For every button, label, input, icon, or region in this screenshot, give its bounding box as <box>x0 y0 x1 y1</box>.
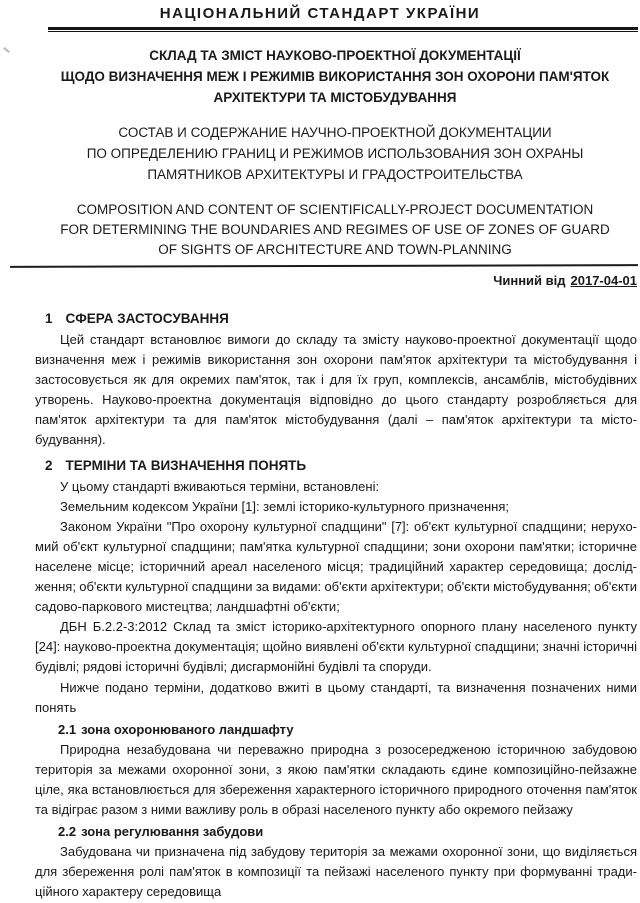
text-line: садово-паркового мистецтва; ландшафтні об'єкти; <box>35 599 340 615</box>
text-line: для збереження ролі пам'яток в композиції та пейзажі населеного пункту при формуванні тради- <box>35 864 637 880</box>
effective-date-value: 2017-04-01 <box>570 273 637 288</box>
text-line: ціле, яка встановлюється для збереження характерного історичного природного оточення пам'яток <box>35 781 637 797</box>
text-line: Нижче подано терміни, додатково вжиті в цьому стандарті, та визначення позначених ними <box>60 679 637 695</box>
text-line: СОСТАВ И СОДЕРЖАНИЕ НАУЧНО-ПРОЕКТНОЙ ДОКУМЕНТАЦИИ <box>118 125 552 140</box>
subsection-2-1-number: 2.1 <box>58 721 77 737</box>
title-english <box>33 200 637 260</box>
text-line: пам'яток архітектури та для пам'яток містобудування (далі – пам'яток архітектури та місто- <box>35 412 637 428</box>
section-2-paragraph-land-code <box>35 497 637 517</box>
text-line: Цей стандарт встановлює вимоги до складу та змісту науково-проектної документації щодо <box>60 332 637 347</box>
text-line: утворень. Науково-проектна документація відповідно до цього стандарту розробляється для <box>35 392 637 408</box>
text-line: мий об'єкт культурної спадщини; пам'ятка культурної спадщини; зони охорони пам'ятки; історичне <box>35 538 637 554</box>
text-line: ційного характеру середовища <box>35 884 222 900</box>
title-russian <box>33 122 637 185</box>
section-2-paragraph-dbn <box>35 617 637 677</box>
subsection-2-2-number: 2.2 <box>58 824 77 840</box>
text-line: Законом України "Про охорону культурної спадщини" [7]: об'єкт культурної спадщини; нерухо- <box>60 518 637 534</box>
title-ukrainian <box>33 45 637 108</box>
text-line: У цьому стандарті вживаються терміни, встановлені: <box>60 478 380 494</box>
document-type-header: НАЦІОНАЛЬНИЙ СТАНДАРТ УКРАЇНИ <box>159 5 481 22</box>
section-2-paragraph-terms-intro <box>35 477 637 497</box>
section-2-number: 2 <box>45 457 53 473</box>
subsection-2-2-paragraph <box>35 842 637 902</box>
section-2-title: ТЕРМІНИ ТА ВИЗНАЧЕННЯ ПОНЯТЬ <box>65 457 307 473</box>
text-line: СКЛАД ТА ЗМІСТ НАУКОВО-ПРОЕКТНОЇ ДОКУМЕНТАЦІЇ <box>149 48 521 63</box>
header-double-rule <box>48 27 638 32</box>
text-line: Забудована чи призначена під забудову територія за межами охоронної зони, що виділяється <box>60 844 637 860</box>
section-2-paragraph-below-terms <box>35 678 637 718</box>
separator-rule <box>10 264 638 268</box>
text-line: Земельним кодексом України [1]: землі історико-культурного призначення; <box>60 498 509 514</box>
text-line: ження; об'єкти культурної спадщини за видами: об'єкти архітектури; об'єкти містобудування; об'єкти <box>35 579 637 595</box>
text-line: Природна незабудована чи переважно природна з розосередженою історичною забудовою <box>60 741 637 757</box>
scan-artifact <box>3 47 10 53</box>
subsection-2-1-title: зона охоронюваного ландшафту <box>81 721 294 737</box>
text-line: АРХІТЕКТУРИ ТА МІСТОБУДУВАННЯ <box>213 90 457 105</box>
text-line: ПАМЯТНИКОВ АРХИТЕКТУРЫ И ГРАДОСТРОИТЕЛЬСТВА <box>147 167 523 182</box>
text-line: визначення меж і режимів використання зон охорони пам'яток архітектури та містобудування і <box>35 352 637 368</box>
subsection-2-1-heading <box>35 720 637 740</box>
text-line: та відіграє разом з ними важливу роль в образі населеного пункту або окремого пейзажу <box>35 802 573 818</box>
text-line: понять <box>35 699 77 715</box>
text-line: ДБН Б.2.2-3:2012 Склад та зміст історико-архітектурного опорного плану населеного пункту <box>60 619 637 635</box>
effective-date-label: Чинний від <box>493 273 566 288</box>
text-line: [24]: науково-проектна документація; щойно виявлені об'єкти культурної спадщини; значні історичні <box>35 639 637 655</box>
text-line: COMPOSITION AND CONTENT OF SCIENTIFICALLY-PROJECT DOCUMENTATION <box>76 202 594 217</box>
text-line: будівлі; рядові історичні будівлі; дисгармонійні будівлі та споруди. <box>35 659 432 675</box>
text-line: застосовується як для окремих пам'яток, так і для їх груп, комплексів, ансамблів, містобудівних <box>35 372 637 388</box>
section-1-heading <box>35 309 637 328</box>
text-line: ПО ОПРЕДЕЛЕНИЮ ГРАНИЦ И РЕЖИМОВ ИСПОЛЬЗОВАНИЯ ЗОН ОХРАНЫ <box>86 146 584 161</box>
text-line: ЩОДО ВИЗНАЧЕННЯ МЕЖ І РЕЖИМІВ ВИКОРИСТАННЯ ЗОН ОХОРОНИ ПАМ'ЯТОК <box>60 69 610 84</box>
section-1-paragraph <box>35 330 637 451</box>
section-1-title: СФЕРА ЗАСТОСУВАННЯ <box>65 311 229 326</box>
section-1-number: 1 <box>45 311 53 326</box>
text-line: FOR DETERMINING THE BOUNDARIES AND REGIMES OF USE OF ZONES OF GUARD <box>60 222 610 237</box>
effective-date-line <box>0 273 637 289</box>
text-line: OF SIGHTS OF ARCHITECTURE AND TOWN-PLANNING <box>158 242 512 257</box>
text-line: територія за межами охоронної зони, з якою пам'ятки складають єдине композиційно-пейзажне <box>35 761 637 777</box>
text-line: будування). <box>35 432 106 448</box>
section-2-heading <box>35 456 637 475</box>
subsection-2-2-title: зона регулювання забудови <box>81 824 264 840</box>
subsection-2-2-heading <box>35 822 637 842</box>
section-2-paragraph-heritage-law <box>35 517 637 617</box>
text-line: населене місце; історичний ареал населеного місця; традиційний характер середовища; дослід- <box>35 558 637 574</box>
subsection-2-1-paragraph <box>35 740 637 820</box>
